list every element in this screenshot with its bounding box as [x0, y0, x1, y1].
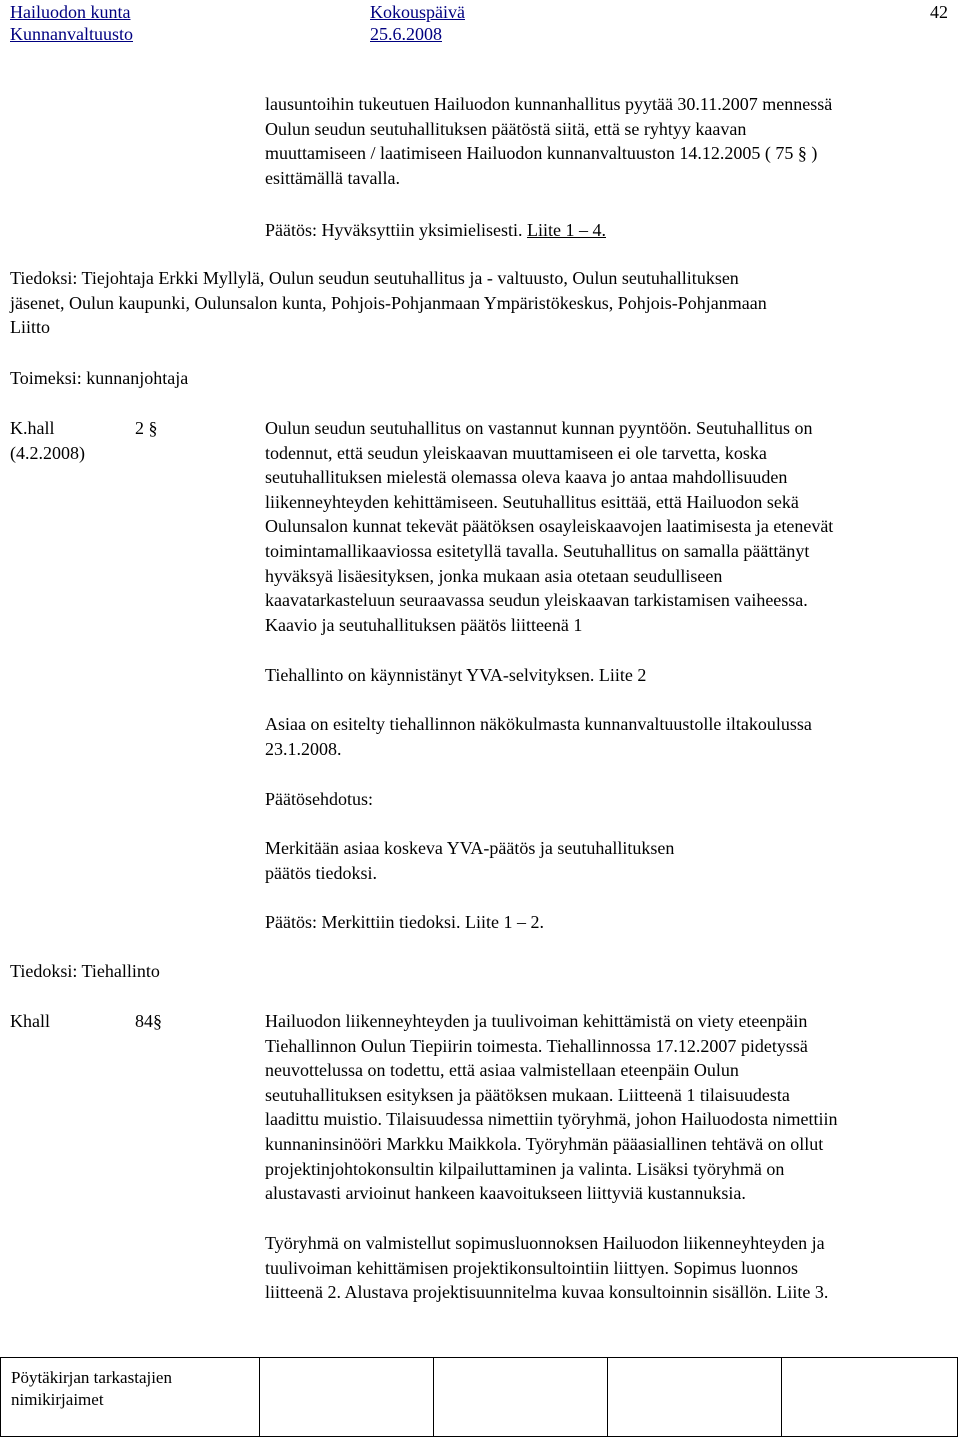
- decision-approved: Päätös: Hyväksyttiin yksimielisesti. Liite 1 – 4.: [265, 220, 606, 240]
- header-meeting-label[interactable]: Kokouspäivä: [370, 2, 465, 22]
- footer-divider: [433, 1358, 434, 1436]
- yva-statement: Tiehallinto on käynnistänyt YVA-selvityksen. Liite 2: [265, 665, 647, 685]
- footer-divider: [781, 1358, 782, 1436]
- section-sign: §: [797, 143, 807, 164]
- footer-signature-box: [0, 1357, 958, 1437]
- khall-ref-label: K.hall: [10, 418, 55, 438]
- attachment-link[interactable]: Liite 1 – 4.: [527, 220, 606, 240]
- proposal-label: Päätösehdotus:: [265, 789, 373, 809]
- intro-line: Oulun seudun seutuhallituksen päätöstä siitä, että se ryhtyy kaavan: [265, 118, 747, 139]
- intro-line: muuttamiseen / laatimiseen Hailuodon kunnanvaltuuston 14.12.2005 ( 75 § ): [265, 143, 818, 164]
- notice-tiehallinto: Tiedoksi: Tiehallinto: [10, 961, 160, 981]
- header-body[interactable]: Kunnanvaltuusto: [10, 24, 133, 44]
- assignment: Toimeksi: kunnanjohtaja: [10, 368, 189, 388]
- notice-recipients: Tiedoksi: Tiejohtaja Erkki Myllylä, Oulun seudun seutuhallitus ja - valtuusto, Oulun seutuhallituksen jäsenet, Oulun kaupunki, Oulunsalon kunta, Pohjois-Pohjanmaan Ympäristökeskus, Pohjois-Pohjanmaan Liitto: [10, 268, 767, 338]
- header-municipality[interactable]: Hailuodon kunta: [10, 2, 131, 22]
- khall84-ref-label: Khall: [10, 1011, 50, 1031]
- proposal-paragraph: Merkitään asiaa koskeva YVA-päätös ja seutuhallituksen päätös tiedoksi.: [265, 838, 675, 883]
- khall-paragraph: Oulun seudun seutuhallitus on vastannut kunnan pyyntöön. Seutuhallitus on todennut, että seudun yleiskaavan muuttamiseen ei ole tarvetta, koska seutuhallituksen mielestä olemassa oleva kaava jo antaa mahdollisuuden liikenneyhteyden kehittämiseen. Seutuhallitus esittää, että Hailuodon sekä Oulunsalon kunnat tekevät päätöksen osayleiskaavojen laatimisesta ja etenevät toimintamallikaaviossa esitetyllä tavalla. Seutuhallitus on samalla päättänyt hyväksyä lisäesityksen, jonka mukaan asia otetaan seudulliseen kaavatarkasteluun seuraavassa seudun yleiskaavan tarkistamisen vaiheessa. Kaavio ja seutuhallituksen päätös liitteenä 1: [265, 418, 834, 635]
- intro-line: lausuntoihin tukeutuen Hailuodon kunnanhallitus pyytää 30.11.2007 mennessä: [265, 94, 833, 114]
- footer-divider: [607, 1358, 608, 1436]
- khall-ref-date: (4.2.2008): [10, 443, 85, 463]
- khall84-paragraph: Hailuodon liikenneyhteyden ja tuulivoiman kehittämistä on viety eteenpäin Tiehallinnon Oulun Tiepiirin toimesta. Tiehallinnossa 17.12.2007 pidetyssä neuvottelussa on todettu, että asiaa valmistellaan eteenpäin Oulun seutuhallituksen esityksen ja päätöksen mukaan. Liitteenä 1 tilaisuudesta laadittu muistio. Tilaisuudessa nimettiin työryhmä, johon Hailuodosta nimettiin kunnaninsinööri Markku Maikkola. Työryhmän pääasiallinen tehtävä on ollut projektinjohtokonsultin kilpailuttaminen ja valinta. Lisäksi työryhmä on alustavasti arvioinut hankeen kaavoitukseen liittyviä kustannuksia.: [265, 1011, 838, 1204]
- header-meeting-date[interactable]: 25.6.2008: [370, 24, 442, 44]
- intro-line: esittämällä tavalla.: [265, 167, 400, 188]
- khall84-paragraph-2: Työryhmä on valmistellut sopimusluonnoksen Hailuodon liikenneyhteyden ja tuulivoiman kehittämisen projektikonsultointiin liittyen. Sopimus luonnos liitteenä 2. Alustava projektisuunnitelma kuvaa konsultoinnin sisällön. Liite 3.: [265, 1233, 829, 1303]
- decision-noted: Päätös: Merkittiin tiedoksi. Liite 1 – 2.: [265, 912, 544, 932]
- intro-paragraph: [265, 92, 955, 190]
- footer-label: Pöytäkirjan tarkastajien nimikirjaimet: [11, 1368, 172, 1409]
- page-number: 42: [930, 2, 948, 22]
- footer-divider: [259, 1358, 260, 1436]
- khall-ref-number: 2 §: [135, 418, 158, 438]
- presented-paragraph: Asiaa on esitelty tiehallinnon näkökulmasta kunnanvaltuustolle iltakoulussa 23.1.2008.: [265, 714, 812, 759]
- khall84-ref-number: 84§: [135, 1011, 162, 1031]
